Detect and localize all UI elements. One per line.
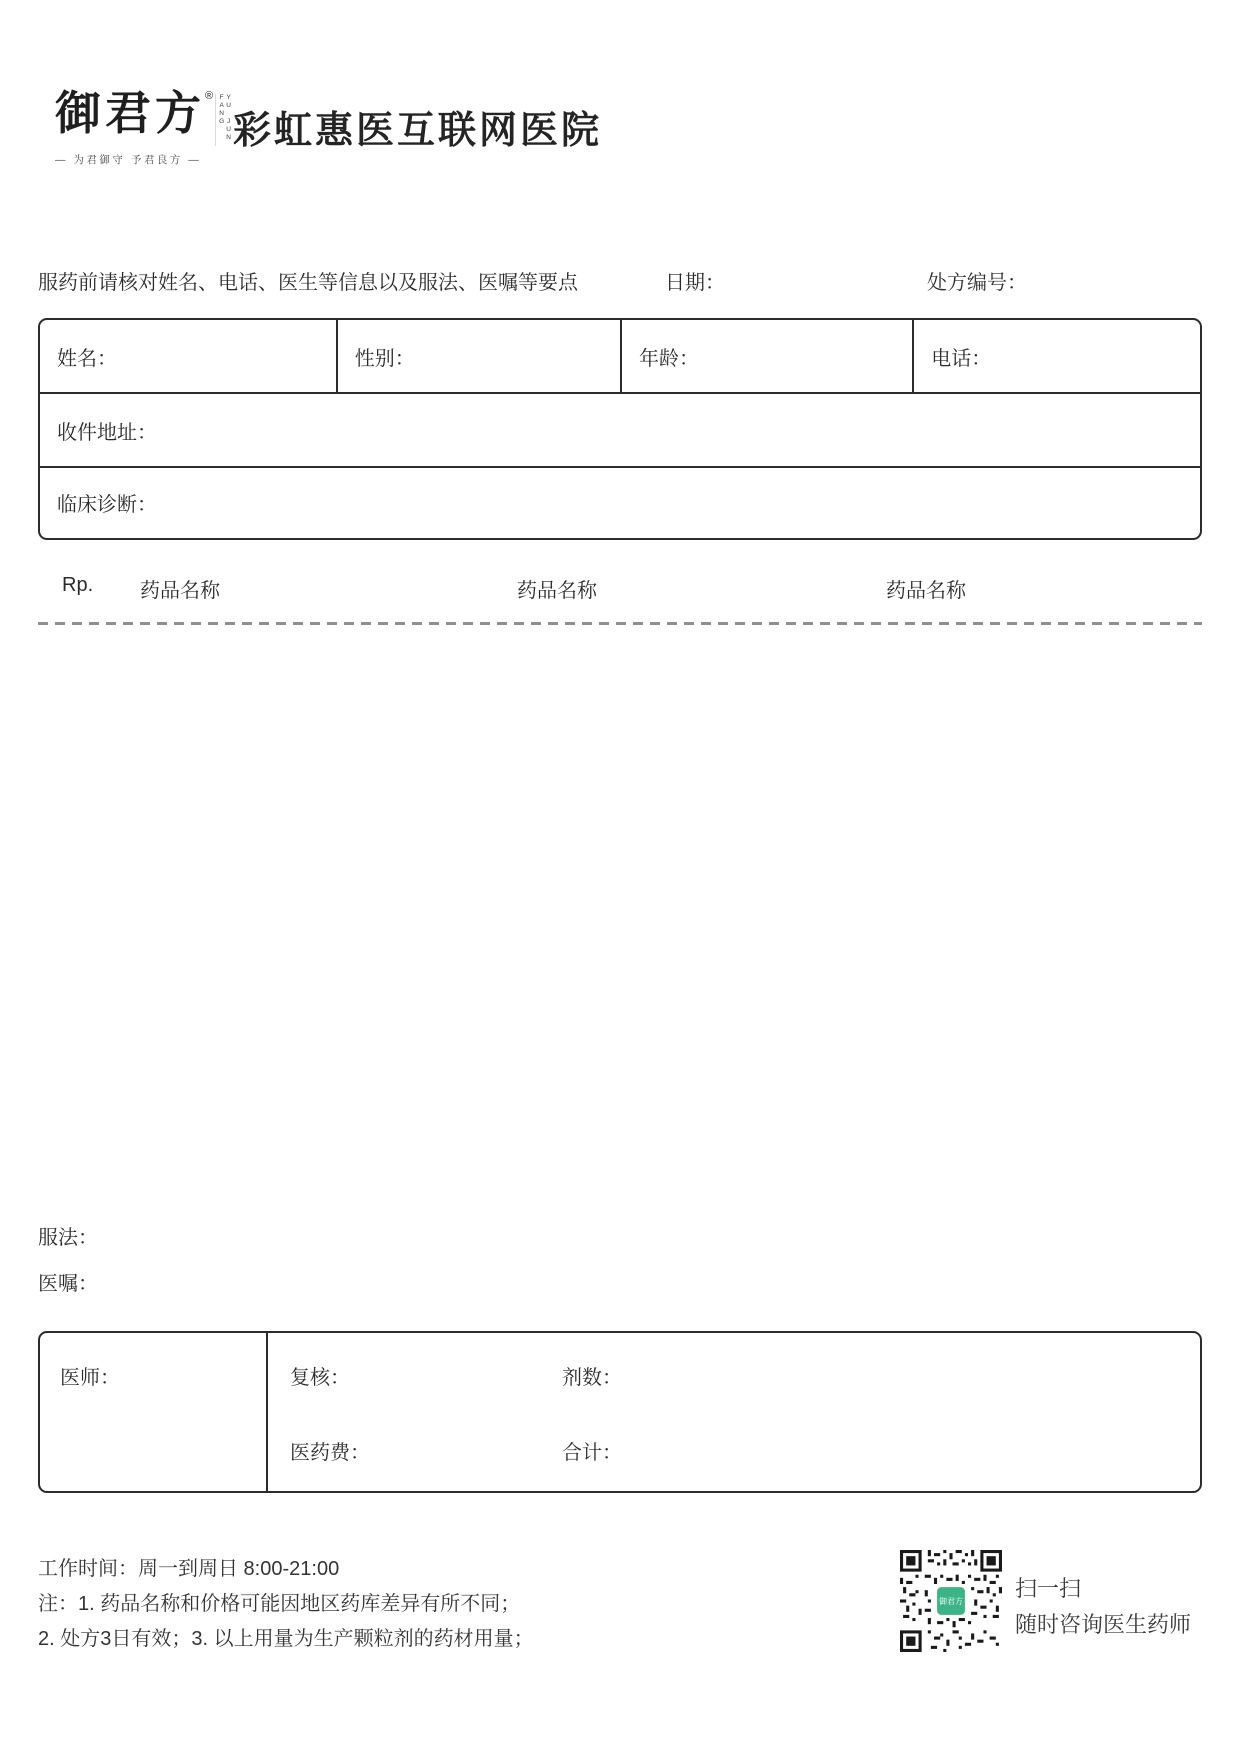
patient-info-box xyxy=(38,318,1202,540)
signoff-row-1 xyxy=(290,1361,1200,1390)
brand-logo xyxy=(55,88,232,167)
prescription-number-label: 处方编号： xyxy=(927,272,1027,294)
signoff-right-cell xyxy=(268,1333,1200,1491)
date-field-label: 日期： xyxy=(665,272,725,294)
qr-code xyxy=(900,1550,1002,1652)
total-field-label: 合计： xyxy=(562,1442,622,1464)
drug-name-column-header: 药品名称 xyxy=(886,580,966,602)
advice-field-label: 医嘱： xyxy=(38,1273,98,1295)
address-field-label: 收件地址： xyxy=(40,394,1200,468)
diagnosis-field-label: 临床诊断： xyxy=(57,493,157,516)
usage-field-label: 服法： xyxy=(38,1227,98,1249)
signoff-row-2 xyxy=(290,1436,1200,1465)
scan-label: 扫一扫 xyxy=(1015,1576,1082,1601)
name-field-label: 姓名： xyxy=(57,347,117,370)
fee-field-label: 医药费： xyxy=(290,1442,370,1464)
brand-logo-pinyin: YU JUN FANG xyxy=(215,94,232,146)
physician-field-label: 医师： xyxy=(40,1333,268,1491)
phone-field-label: 电话： xyxy=(912,320,1200,392)
qr-code-icon xyxy=(900,1550,1002,1652)
patient-info-row-1 xyxy=(40,320,1200,394)
review-field-label: 复核： xyxy=(290,1367,350,1389)
footer-note-2: 2. 处方3日有效；3. 以上用量为生产颗粒剂的药材用量； xyxy=(38,1628,534,1650)
qr-center-text: 御君方 xyxy=(938,1596,964,1606)
gender-field-label: 性别： xyxy=(336,320,620,392)
drug-name-column-header: 药品名称 xyxy=(517,580,597,602)
verification-notice: 服药前请核对姓名、电话、医生等信息以及服法、医嘱等要点 xyxy=(38,272,578,294)
dashed-divider xyxy=(38,622,1202,625)
work-time-note: 工作时间：周一到周日 8:00-21:00 xyxy=(38,1558,340,1580)
brand-tagline: — 为君御守 予君良方 — xyxy=(55,154,202,166)
age-field-label: 年龄： xyxy=(620,320,912,392)
drug-name-column-header: 药品名称 xyxy=(140,580,220,602)
hospital-name: 彩虹惠医互联网医院 xyxy=(233,110,603,152)
rp-label: Rp. xyxy=(62,574,94,596)
registered-trademark-icon: ® xyxy=(205,90,214,102)
doses-field-label: 剂数： xyxy=(562,1367,622,1389)
scan-sub-label: 随时咨询医生药师 xyxy=(1015,1612,1192,1637)
brand-logo-text: 御君方 xyxy=(55,86,205,140)
signoff-box xyxy=(38,1331,1202,1493)
footer-note-1: 注：1. 药品名称和价格可能因地区药库差异有所不同； xyxy=(38,1593,521,1615)
